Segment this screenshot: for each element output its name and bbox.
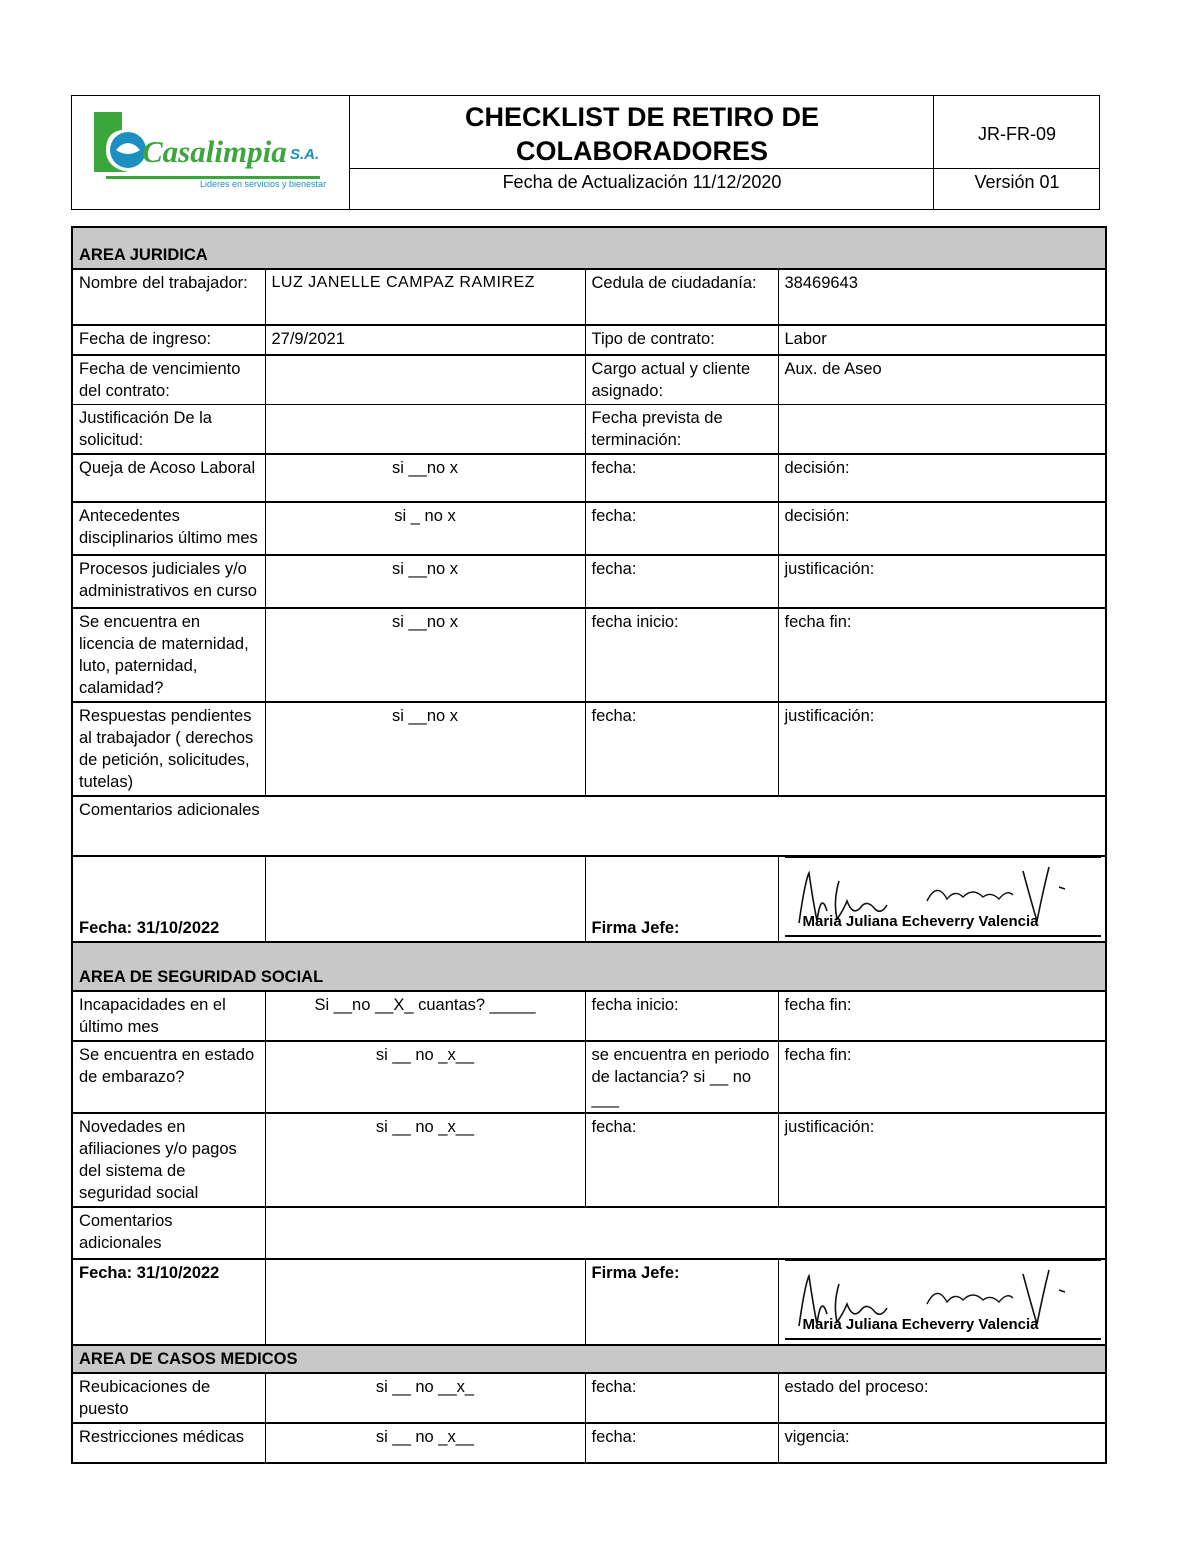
row-validity: vigencia: <box>778 1423 1106 1463</box>
document-title: CHECKLIST DE RETIRO DE COLABORADORES <box>464 102 820 166</box>
vencimiento-value <box>265 355 585 405</box>
prevista-label: Fecha prevista de terminación: <box>585 405 778 455</box>
row-justification: justificación: <box>778 1113 1106 1207</box>
row-answer: si __no x <box>265 608 585 702</box>
nombre-label: Nombre del trabajador: <box>72 269 265 325</box>
signature-name: Maria Juliana Echeverry Valencia <box>802 913 1039 930</box>
justificacion-value <box>265 405 585 455</box>
empty-cell <box>265 1259 585 1345</box>
row-end-date: fecha fin: <box>778 1041 1106 1113</box>
cedula-label: Cedula de ciudadanía: <box>585 269 778 325</box>
cargo-value: Aux. de Aseo <box>778 355 1106 405</box>
section-title-seguridad: AREA DE SEGURIDAD SOCIAL <box>72 942 1106 991</box>
row-answer: si __ no _x__ <box>265 1423 585 1463</box>
section-title-medicos: AREA DE CASOS MEDICOS <box>72 1345 1106 1373</box>
row-label: Reubicaciones de puesto <box>72 1373 265 1423</box>
ingreso-value: 27/9/2021 <box>265 325 585 355</box>
row-answer: Si __no __X_ cuantas? _____ <box>265 991 585 1041</box>
row-justification: justificación: <box>778 702 1106 796</box>
row-answer: si __no x <box>265 555 585 608</box>
row-label: Respuestas pendientes al trabajador ( derechos de petición, solicitudes, tutelas) <box>72 702 265 796</box>
row-answer: si __ no _x__ <box>265 1113 585 1207</box>
row-answer: si __no x <box>265 702 585 796</box>
row-date: fecha: <box>585 555 778 608</box>
logo-suffix: S.A. <box>290 146 320 163</box>
contrato-value: Labor <box>778 325 1106 355</box>
logo-tagline: Lideres en servicios y bienestar <box>200 179 327 189</box>
signature-name: Maria Juliana Echeverry Valencia <box>802 1316 1039 1333</box>
logo-wordmark: Casalimpia <box>142 134 287 169</box>
row-date: fecha: <box>585 454 778 502</box>
signature-juridica <box>778 856 1106 942</box>
vencimiento-label: Fecha de vencimiento del contrato: <box>72 355 265 405</box>
row-status: estado del proceso: <box>778 1373 1106 1423</box>
update-date: Fecha de Actualización 11/12/2020 <box>502 172 782 192</box>
contrato-label: Tipo de contrato: <box>585 325 778 355</box>
row-label: Procesos judiciales y/o administrativos en curso <box>72 555 265 608</box>
checklist-table <box>71 226 1107 1464</box>
row-label: Se encuentra en licencia de maternidad, luto, paternidad, calamidad? <box>72 608 265 702</box>
row-date: fecha: <box>585 1373 778 1423</box>
empty-cell <box>265 856 585 942</box>
comentarios-juridica: Comentarios adicionales <box>72 796 1106 856</box>
prevista-value <box>778 405 1106 455</box>
row-label: Queja de Acoso Laboral <box>72 454 265 502</box>
row-date: fecha: <box>585 702 778 796</box>
row-label: Novedades en afiliaciones y/o pagos del sistema de seguridad social <box>72 1113 265 1207</box>
version: Versión 01 <box>974 172 1060 192</box>
cargo-label: Cargo actual y cliente asignado: <box>585 355 778 405</box>
section-title-juridica: AREA JURIDICA <box>72 227 1106 269</box>
row-answer: si _ no x <box>265 502 585 555</box>
row-answer: si __ no __x_ <box>265 1373 585 1423</box>
row-justification: justificación: <box>778 555 1106 608</box>
form-code: JR-FR-09 <box>977 124 1056 144</box>
row-label: Restricciones médicas <box>72 1423 265 1463</box>
row-label: Antecedentes disciplinarios último mes <box>72 502 265 555</box>
row-start-date: fecha inicio: <box>585 608 778 702</box>
row-answer: si __ no _x__ <box>265 1041 585 1113</box>
nombre-value: LUZ JANELLE CAMPAZ RAMIREZ <box>265 269 585 325</box>
signature-seguridad <box>778 1259 1106 1345</box>
row-decision: decisión: <box>778 502 1106 555</box>
row-answer: si __no x <box>265 454 585 502</box>
fecha-juridica: Fecha: 31/10/2022 <box>72 856 265 942</box>
row-end-date: fecha fin: <box>778 991 1106 1041</box>
fecha-seguridad: Fecha: 31/10/2022 <box>72 1259 265 1345</box>
ingreso-label: Fecha de ingreso: <box>72 325 265 355</box>
row-date: fecha: <box>585 1423 778 1463</box>
row-label: Incapacidades en el último mes <box>72 991 265 1041</box>
row-date: fecha: <box>585 502 778 555</box>
firma-jefe-label: Firma Jefe: <box>585 1259 778 1345</box>
row-date: fecha: <box>585 1113 778 1207</box>
casalimpia-logo <box>92 106 332 196</box>
row-end-date: fecha fin: <box>778 608 1106 702</box>
row-lactancia: se encuentra en periodo de lactancia? si __ no ___ <box>585 1041 778 1113</box>
cedula-value: 38469643 <box>778 269 1106 325</box>
comentarios-seguridad: Comentarios adicionales <box>72 1207 265 1259</box>
document-header <box>71 95 1100 210</box>
row-label: Se encuentra en estado de embarazo? <box>72 1041 265 1113</box>
firma-jefe-label: Firma Jefe: <box>585 856 778 942</box>
row-start-date: fecha inicio: <box>585 991 778 1041</box>
justificacion-label: Justificación De la solicitud: <box>72 405 265 455</box>
comentarios-seguridad-value <box>265 1207 1106 1259</box>
row-decision: decisión: <box>778 454 1106 502</box>
